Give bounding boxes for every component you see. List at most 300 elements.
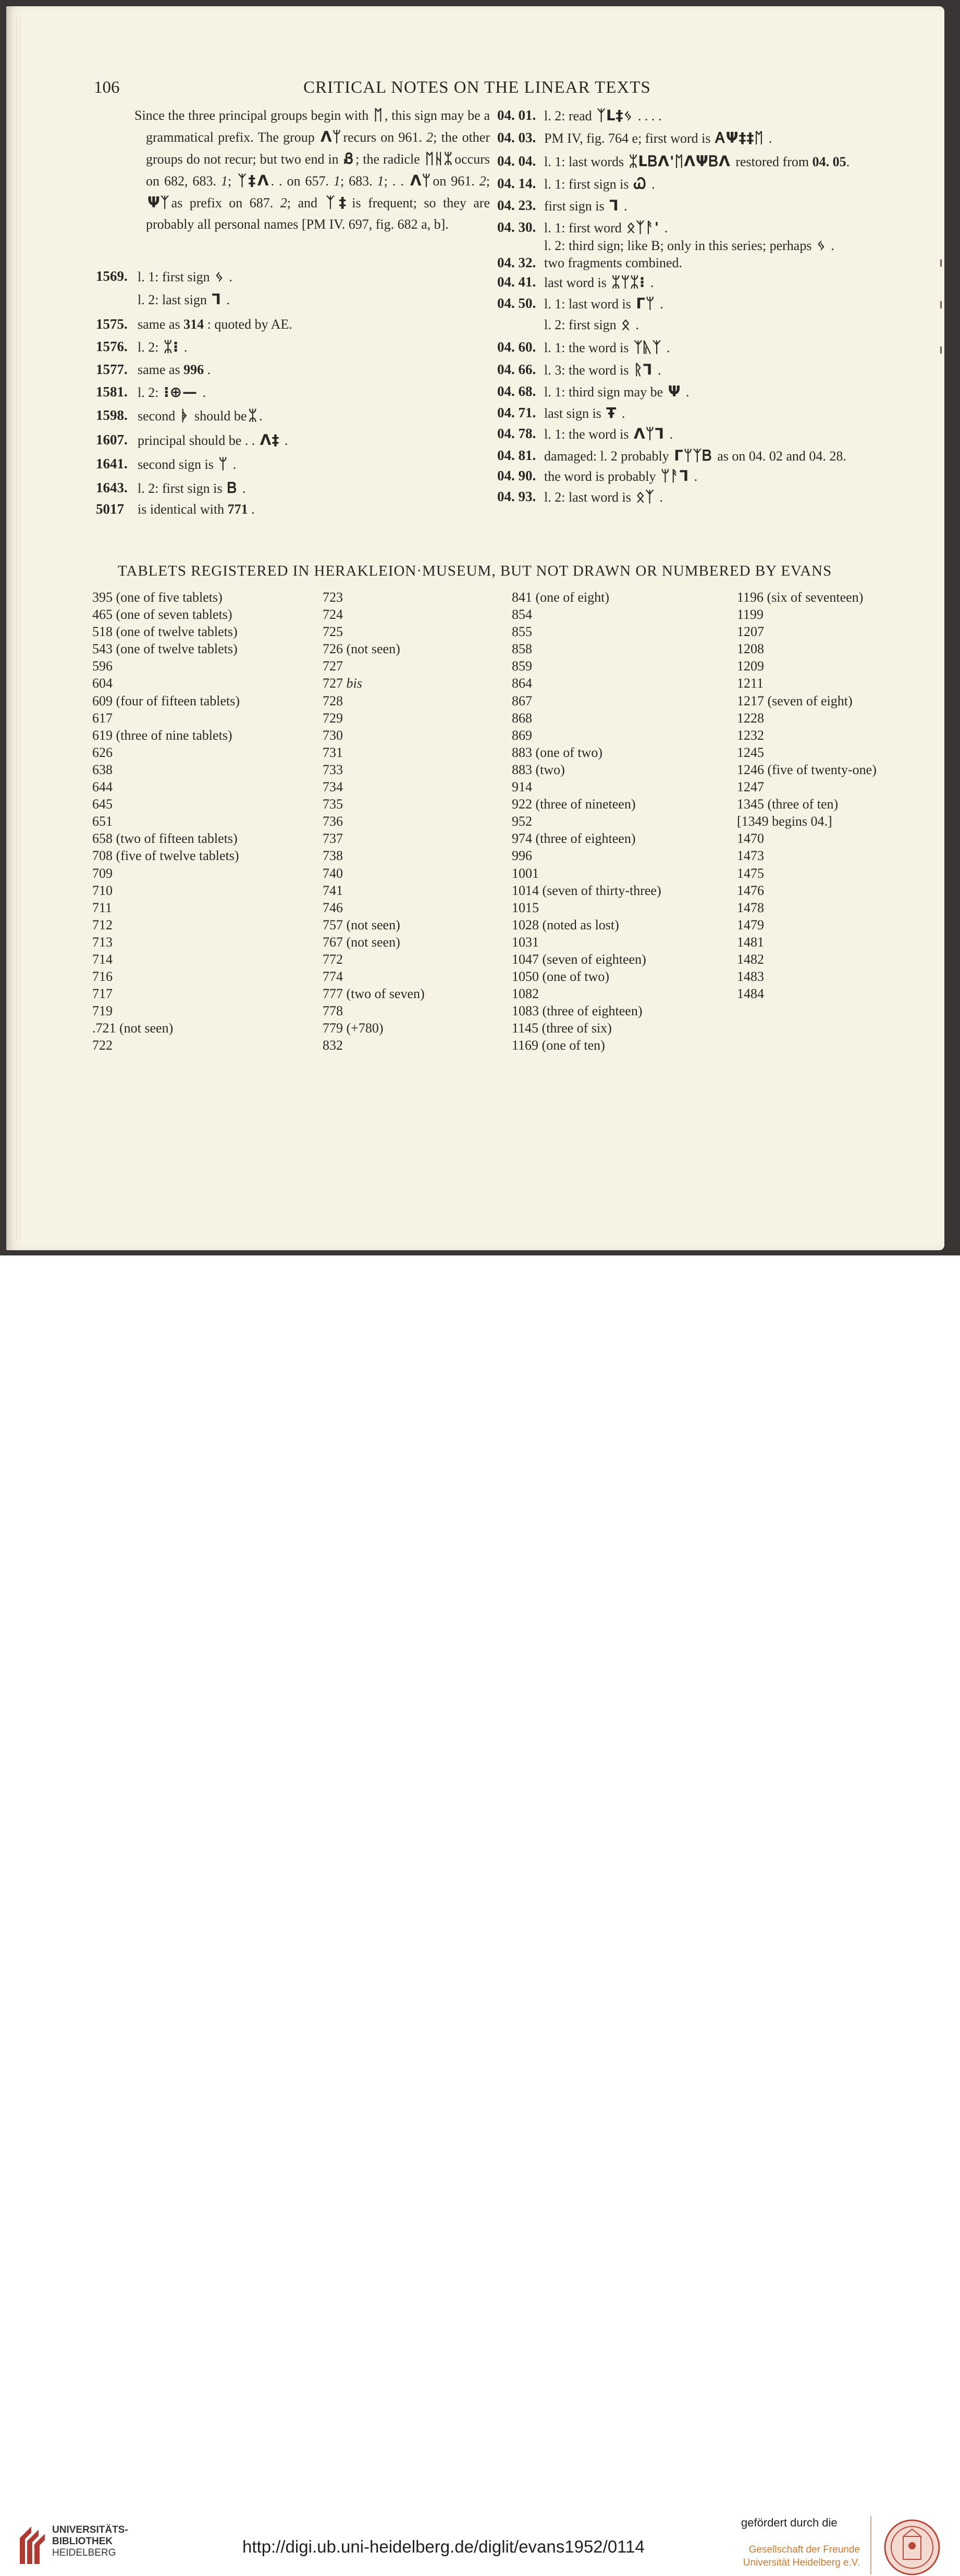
register-entry: 711 (92, 900, 113, 915)
register-entry: 1208 (737, 641, 764, 657)
register-entry: 1228 (737, 710, 764, 726)
note-tail: . (618, 406, 625, 421)
note-number: 1569. (96, 268, 128, 284)
note-number: 04. 68. (497, 383, 536, 399)
note-number: 1643. (96, 480, 128, 495)
register-entry: 1196 (six of seventeen) (737, 590, 864, 605)
book-page (6, 6, 944, 1250)
register-heading: TABLETS REGISTERED IN HERAKLEION·MUSEUM, BUT NOT DRAWN OR NUMBERED BY EVANS (118, 563, 832, 579)
register-entry: 883 (two) (512, 762, 565, 777)
intro-text: Since the three principal groups begin with (134, 108, 373, 123)
note-tail: . (682, 384, 690, 400)
register-entry: 722 (92, 1038, 113, 1053)
linear-sign-glyph: ᛉ‡ᐱ (238, 172, 269, 189)
note-body: PM IV, fig. 764 e; first word is (544, 131, 714, 146)
note-text (138, 359, 211, 380)
linear-sign-glyph: ᛉ‡ (326, 194, 351, 211)
register-entry: 772 (323, 951, 343, 967)
register-entry: 723 (323, 590, 343, 605)
linear-sign-glyph: ᒥᛘ (636, 295, 655, 312)
note-text (544, 465, 697, 487)
linear-sign-glyph: ᐱ‡ (260, 431, 280, 449)
running-title: CRITICAL NOTES ON THE LINEAR TEXTS (303, 78, 651, 97)
register-entry: 651 (92, 814, 113, 829)
note-number: 5017 (96, 501, 124, 517)
register-entry: 1169 (one of ten) (512, 1038, 605, 1053)
note-text (138, 314, 292, 335)
linear-sign-glyph: ᛯ (248, 407, 258, 424)
intro-text: recurs on 961. (343, 130, 427, 145)
note-number: 1641. (96, 456, 128, 471)
register-entry: 626 (92, 744, 113, 760)
register-entry: 841 (one of eight) (512, 590, 610, 605)
note-number: 1575. (96, 316, 128, 332)
note-number: 04. 71. (497, 405, 536, 420)
note-body: l. 2: last sign (138, 292, 211, 307)
edge-mark (940, 301, 942, 308)
register-entry: 728 (323, 693, 343, 708)
register-entry: 832 (323, 1038, 343, 1053)
note-reference: 771 (227, 502, 248, 517)
note-body: l. 2: read (544, 108, 596, 123)
linear-sign-glyph: Ꮗ (634, 175, 647, 192)
library-name: UNIVERSITÄTS- BIBLIOTHEK HEIDELBERG (52, 2524, 128, 2558)
register-entry: 883 (one of two) (512, 744, 603, 760)
note-text (544, 105, 661, 127)
note-number: 1576. (96, 339, 128, 354)
linear-sign-glyph: Ᏸ (343, 150, 354, 167)
linear-sign-glyph: ᒣ (609, 197, 619, 214)
register-entry: 1207 (737, 624, 764, 640)
note-body: l. 1: first sign is (544, 177, 633, 192)
linear-sign-glyph: ᛃ (215, 268, 224, 285)
note-tail: restored from (732, 154, 809, 169)
note-tail: . (620, 198, 627, 214)
linear-sign-glyph: ᛟᛉᚨ' (626, 219, 660, 236)
linear-sign-glyph: ᒥᛘᛉᏴ (674, 447, 712, 464)
linear-sign-glyph: ᐱᛘ (321, 128, 342, 145)
note-tail: . (661, 220, 668, 235)
note-text (138, 381, 206, 403)
note-number: 1581. (96, 384, 128, 400)
register-entry: 725 (323, 624, 343, 640)
intro-text: is frequent; so they are probably all personal names [PM IV. 697, fig. 682 a, b]. (146, 195, 490, 232)
note-number: 04. 90. (497, 468, 536, 483)
register-entry: 638 (92, 762, 113, 777)
register-entry: 733 (323, 762, 343, 777)
register-entry: 774 (323, 969, 343, 985)
linear-sign-glyph: ᛯᛘᛯ⁝ (611, 273, 646, 291)
register-entry: 518 (one of twelve tablets) (92, 624, 238, 640)
register-entry: 922 (three of nineteen) (512, 797, 636, 812)
note-body: two fragments combined. (544, 255, 682, 270)
intro-text: ; (227, 173, 237, 189)
intro-text: ; and (287, 195, 325, 210)
note-body: l. 3: the word is (544, 363, 632, 378)
note-number: 04. 03. (497, 130, 536, 145)
register-entry: 726 (not seen) (323, 641, 400, 657)
register-entry: 1475 (737, 865, 764, 881)
register-entry: 736 (323, 814, 343, 829)
register-entry: 1015 (512, 900, 539, 915)
note-tail: . (666, 427, 673, 442)
register-entry: 730 (323, 727, 343, 743)
note-tail: . (204, 362, 211, 377)
register-entry: 609 (four of fifteen tablets) (92, 693, 240, 708)
note-tail: . (229, 457, 237, 472)
note-text (544, 314, 639, 335)
register-entry: 1247 (737, 779, 764, 795)
note-number: 04. 30. (497, 219, 536, 235)
note-tail: . (199, 385, 206, 400)
register-entry: 465 (one of seven tablets) (92, 607, 232, 623)
register-entry: 1479 (737, 917, 764, 932)
note-tail: : quoted by AE. (204, 317, 292, 332)
note-tail: should be (191, 408, 247, 424)
intro-text: ; 683. (340, 173, 377, 189)
register-entry: 952 (512, 814, 532, 829)
note-text (544, 252, 682, 273)
intro-text: may be a grammatical prefix. The group (146, 108, 490, 145)
note-body: the word is probably (544, 469, 659, 484)
register-entry: 731 (323, 744, 343, 760)
intro-text: , this sign (384, 108, 441, 123)
note-body: l. 2: (138, 340, 162, 355)
intro-text: occurs on 682, 683. (146, 152, 490, 189)
register-entry: 746 (323, 900, 343, 915)
register-entry: 858 (512, 641, 532, 657)
linear-sign-glyph: ᐱᛘᒣ (634, 425, 665, 442)
intro-text: 2 (426, 130, 434, 145)
note-text (544, 271, 654, 293)
note-body: same as (138, 362, 184, 377)
linear-sign-glyph: ᛘᚨᒣ (660, 467, 690, 484)
intro-text: ; (486, 173, 490, 189)
note-number: 04. 04. (497, 153, 536, 169)
register-entry: 868 (512, 710, 532, 726)
note-text (544, 402, 625, 424)
note-tail: . (691, 469, 698, 484)
note-text (138, 289, 230, 310)
linear-sign-glyph: ᐱᛘ (410, 172, 432, 189)
linear-sign-glyph: Ŧ (606, 404, 617, 421)
note-text (138, 266, 232, 288)
intro-text: ; . . (384, 173, 409, 189)
register-entry: 716 (92, 969, 113, 985)
register-entry: 859 (512, 658, 532, 674)
register-entry: 864 (512, 676, 532, 691)
intro-text: 1 (333, 173, 340, 189)
register-entry: .721 (not seen) (92, 1021, 174, 1036)
register-entry: 1483 (737, 969, 764, 985)
linear-sign-glyph: ᛖᚺᛯ (425, 150, 453, 167)
register-entry: 735 (323, 797, 343, 812)
register-entry: 767 (not seen) (323, 934, 400, 950)
note-text (544, 127, 772, 149)
register-entry: 737 (323, 831, 343, 847)
note-text (544, 293, 663, 315)
linear-sign-glyph: ᒣ (212, 291, 221, 308)
register-entry: 1028 (noted as lost) (512, 917, 619, 932)
note-number: 04. 60. (497, 339, 536, 355)
register-entry: 712 (92, 917, 113, 932)
intro-text: 1 (377, 173, 384, 189)
intro-text: 1 (220, 173, 228, 189)
linear-sign-glyph: ᛟᛉ (636, 488, 655, 505)
register-entry: 741 (323, 882, 343, 898)
linear-sign-glyph: ᛯ⁝ (163, 338, 179, 355)
register-entry: 779 (+780) (323, 1021, 384, 1036)
note-tail: . (223, 292, 230, 307)
note-body: l. 1: first sign (138, 269, 214, 284)
intro-text: ; the radicle (355, 152, 424, 167)
register-entry: 708 (five of twelve tablets) (92, 848, 239, 864)
linear-sign-glyph: ⁝⊕— (163, 383, 198, 401)
note-tail: . (281, 433, 288, 448)
note-number: 04. 66. (497, 362, 536, 377)
register-entry: 719 (92, 1003, 113, 1019)
footer-bar (0, 1255, 960, 2568)
linear-sign-glyph: ᎪΨ‡‡ᛖ (715, 129, 764, 146)
footer-divider (870, 2516, 871, 2574)
register-entry: 1478 (737, 900, 764, 915)
note-reference: 996 (183, 362, 204, 377)
register-column-2 (323, 589, 425, 1054)
register-entry: 724 (323, 607, 343, 623)
note-body: second sign is (138, 457, 217, 472)
register-entry: 855 (512, 624, 532, 640)
linear-sign-glyph: ᛘ (218, 455, 228, 472)
register-column-1 (92, 589, 240, 1054)
register-entry: 1145 (three of six) (512, 1021, 612, 1036)
note-body: is identical with (138, 502, 228, 517)
note-text (138, 453, 236, 475)
university-seal-icon (883, 2519, 941, 2576)
note-number: 04. 23. (497, 197, 536, 213)
note-body: l. 2: first sign (544, 317, 620, 332)
register-entry: 395 (one of five tablets) (92, 590, 223, 605)
register-entry: 734 (323, 779, 343, 795)
note-number: 04. 32. (497, 255, 536, 270)
note-body: principal should be . . (138, 433, 259, 448)
register-entry: 1050 (one of two) (512, 969, 610, 985)
linear-sign-glyph: ᚧ (180, 407, 190, 424)
register-entry: 619 (three of nine tablets) (92, 727, 232, 743)
register-entry: 717 (92, 986, 113, 1002)
register-entry: 974 (three of eighteen) (512, 831, 636, 847)
register-entry: 1199 (737, 607, 764, 623)
register-entry: 757 (not seen) (323, 917, 400, 932)
register-entry: 1232 (737, 727, 764, 743)
note-tail: . (654, 363, 661, 378)
note-reference: 314 (183, 317, 204, 332)
register-entry: 996 (512, 848, 532, 864)
note-text (544, 337, 670, 358)
note-text (138, 429, 288, 451)
register-entry: 1245 (737, 744, 764, 760)
register-entry: 1476 (737, 882, 764, 898)
note-number: 04. 14. (497, 176, 536, 191)
note-tail: . (846, 154, 850, 169)
sponsor-lead-text: gefördert durch die (741, 2516, 838, 2529)
register-entry: 1209 (737, 658, 764, 674)
register-entry: 1047 (seven of eighteen) (512, 951, 646, 967)
note-body: l. 1: first word (544, 220, 625, 235)
linear-sign-glyph: ᚱᒣ (634, 361, 653, 378)
note-number: 04. 78. (497, 426, 536, 441)
note-text (544, 151, 850, 172)
linear-sign-glyph: ᛉᚣᛉ (634, 339, 662, 356)
note-body: l. 1: third sign may be (544, 384, 667, 400)
register-entry: 1481 (737, 934, 764, 950)
register-entry: [1349 begins 04.] (737, 814, 832, 829)
register-entry: 727 bis (323, 676, 362, 691)
university-library-logo-icon (16, 2522, 47, 2568)
note-tail: . (259, 408, 263, 424)
note-text (138, 405, 263, 427)
note-body: l. 1: the word is (544, 427, 632, 442)
linear-sign-glyph: Ᏼ (227, 479, 238, 496)
register-entry: 1473 (737, 848, 764, 864)
register-entry: 1014 (seven of thirty-three) (512, 882, 661, 898)
intro-text: . . on 657. (270, 173, 334, 189)
note-body: l. 2: (138, 385, 162, 400)
note-reference: 04. 05 (809, 154, 846, 169)
note-body: last word is (544, 275, 610, 290)
note-tail: . (827, 238, 834, 253)
note-body: l. 2: third sign; like B; only in this series; perhaps (544, 238, 815, 253)
intro-text: ; the other groups do not recur; but two end in (146, 130, 490, 167)
note-tail: . (248, 502, 255, 517)
register-entry: 710 (92, 882, 113, 898)
register-entry: 1345 (three of ten) (737, 797, 839, 812)
note-number: 1607. (96, 432, 128, 447)
register-entry: 729 (323, 710, 343, 726)
register-entry: 1082 (512, 986, 539, 1002)
register-column-3 (512, 589, 661, 1054)
linear-sign-glyph: ᛯᒪᏴᐱ'ᛖᐱΨᏴᐱ (629, 153, 731, 170)
note-number: 1577. (96, 362, 128, 377)
note-tail: . (647, 275, 654, 290)
note-tail: . (656, 296, 663, 312)
intro-text: on 961. (433, 173, 479, 189)
note-text (544, 423, 673, 445)
note-body: l. 2: first sign is (138, 481, 226, 496)
register-entry: 1211 (737, 676, 764, 691)
edge-mark (940, 346, 942, 354)
register-entry: 1031 (512, 934, 539, 950)
note-text (138, 336, 187, 358)
note-body: last sign is (544, 406, 605, 421)
register-entry: 1001 (512, 865, 539, 881)
linear-sign-glyph: ᛟ (621, 316, 631, 333)
intro-paragraph (134, 104, 490, 235)
note-tail: . (663, 340, 670, 355)
register-entry: 713 (92, 934, 113, 950)
register-entry: 869 (512, 727, 532, 743)
note-tail: . (225, 269, 232, 284)
register-entry: 1217 (seven of eight) (737, 693, 853, 708)
register-entry: 714 (92, 951, 113, 967)
register-entry: 727 (323, 658, 343, 674)
register-entry: 777 (two of seven) (323, 986, 425, 1002)
edge-mark (940, 259, 942, 267)
note-number: 1598. (96, 407, 128, 423)
note-tail: . (632, 317, 639, 332)
register-entry: 738 (323, 848, 343, 864)
register-entry: 914 (512, 779, 532, 795)
note-text (544, 381, 690, 403)
note-tail: . (239, 481, 246, 496)
note-number: 04. 81. (497, 447, 536, 463)
register-entry: 1246 (five of twenty-one) (737, 762, 877, 777)
register-entry: 1482 (737, 951, 764, 967)
intro-text: 2 (479, 173, 486, 189)
register-entry: 867 (512, 693, 532, 708)
register-entry: 644 (92, 779, 113, 795)
note-tail: . (765, 131, 772, 146)
note-body: same as (138, 317, 184, 332)
linear-sign-glyph: ᛃ (816, 237, 826, 254)
register-column-4 (737, 589, 877, 1002)
note-text (544, 486, 663, 508)
linear-sign-glyph: Ψᛉ (147, 194, 170, 211)
note-body: l. 1: last words (544, 154, 627, 169)
note-body: l. 1: last word is (544, 296, 635, 312)
source-url-link[interactable]: http://digi.ub.uni-heidelberg.de/diglit/evans1952/0114 (242, 2537, 645, 2556)
register-entry: 740 (323, 865, 343, 881)
register-entry: 1083 (three of eighteen) (512, 1003, 643, 1019)
intro-text: 2 (280, 195, 287, 210)
linear-sign-glyph: ᛉᒪ‡ᛃ (597, 107, 633, 124)
register-entry: 604 (92, 676, 113, 691)
page-number: 106 (94, 78, 120, 97)
note-text (138, 499, 255, 520)
note-number: 04. 41. (497, 274, 536, 290)
linear-sign-glyph: ᛖ (374, 106, 383, 123)
register-entry: 617 (92, 710, 113, 726)
note-text (544, 445, 846, 467)
note-tail: . . . . (634, 108, 662, 123)
register-entry: 778 (323, 1003, 343, 1019)
note-tail: . (180, 340, 188, 355)
register-entry: 854 (512, 607, 532, 623)
register-entry: 658 (two of fifteen tablets) (92, 831, 238, 847)
note-text (544, 173, 655, 195)
note-tail: as on 04. 02 and 04. 28. (713, 449, 846, 464)
linear-sign-glyph: Ψ (668, 383, 681, 400)
note-body: l. 1: the word is (544, 340, 632, 355)
note-tail: . (656, 490, 663, 505)
note-number: 04. 50. (497, 295, 536, 311)
note-tail: . (648, 177, 655, 192)
note-text (544, 359, 661, 381)
note-number: 04. 01. (497, 107, 536, 123)
note-body: l. 2: last word is (544, 490, 635, 505)
register-entry: 645 (92, 797, 113, 812)
note-text (544, 195, 627, 217)
intro-text: as prefix on 687. (171, 195, 280, 210)
register-entry: 1484 (737, 986, 764, 1002)
register-entry: 709 (92, 865, 113, 881)
note-number: 04. 93. (497, 489, 536, 504)
note-body: first sign is (544, 198, 608, 214)
note-text (138, 477, 245, 499)
register-entry: 543 (one of twelve tablets) (92, 641, 238, 657)
note-body: second (138, 408, 179, 424)
register-entry: 1470 (737, 831, 764, 847)
sponsor-name: Gesellschaft der Freunde Universität Heidelberg e.V. (743, 2544, 860, 2568)
